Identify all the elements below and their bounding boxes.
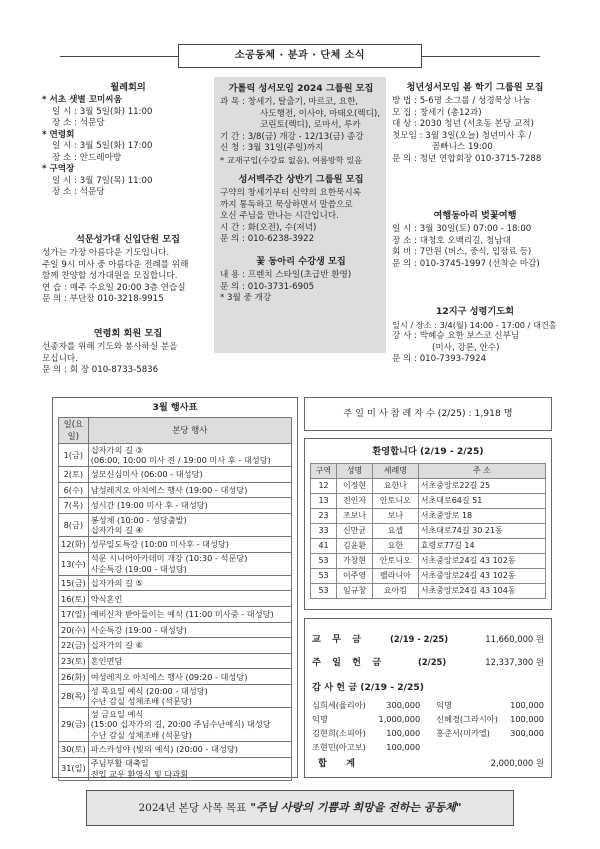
welcome-cell: 요셉 [373,524,419,539]
group-place: 장 소 : 안드레아방 [52,152,122,163]
group-name: * 서초 샛별 꼬미씨움 [42,95,122,106]
event-row [59,513,292,536]
welcome-cell: 서초대로74길 30 21동 [418,524,545,539]
thanks-cell: 300,000 [386,699,421,710]
welcome-cell: 효령로77길 14 [418,539,545,554]
welcome-cell: 임규창 [337,584,373,599]
welcome-cell: 53 [311,584,337,599]
welcome-cell: 가창현 [337,554,373,569]
event-row [59,653,292,669]
flower-club [214,246,386,305]
prayer-meeting [386,306,558,366]
event-desc [88,552,291,575]
event-desc [88,741,291,757]
welcome-cell: 서초대로64길 51 [418,494,545,509]
youth-line: 문 의 : 청년 연합회장 010-3715-7288 [392,153,542,164]
thanks-row [312,726,544,740]
event-date: 23(토) [59,653,89,669]
group-date: 일 시 : 3월 7일(목) 11:00 [52,175,153,186]
event-row [59,467,292,483]
events-col-event: 본당 행사 [88,418,291,444]
event-date: 31(일) [59,757,89,780]
finance-label: 교 무 금 [312,634,366,645]
footer-motto [86,790,514,826]
event-line: 전입 교우 환영식 및 다과회 [90,768,189,779]
event-row [59,669,292,685]
welcome-col-name: 성명 [337,464,373,479]
choir-line: 연 습 : 매주 수요일 20:00 3층 연습실 [42,282,186,293]
flower-line: 내 용 : 프렌치 스타일(초급반 환영) [220,270,352,281]
event-row [59,741,292,757]
welcome-cell: 서초중앙로24길 43 102동 [418,569,545,584]
event-date: 12(화) [59,536,89,552]
event-row [59,638,292,654]
welcome-cell: 신만균 [337,524,373,539]
event-date: 15(금) [59,575,89,591]
monthly-title: 월례회의 [110,82,146,93]
event-desc [88,757,291,780]
events-col-date: 일(요일) [59,418,89,444]
welcome-cell: 33 [311,524,337,539]
welcome-col-area: 구역 [311,464,337,479]
thanks-cell: 100,000 [386,727,421,738]
choir-line: 함께 찬양할 성가대원을 모집합니다. [42,271,178,282]
group-date: 일 시 : 3월 5일(화) 11:00 [52,106,153,117]
youth-line: 모 집 : 창세기 (총12과) [392,107,482,118]
event-row [59,575,292,591]
thanks-cell: 100,000 [510,713,544,724]
bible-line: * 교재구입(수강료 없음), 여름방학 있음 [220,154,363,165]
event-desc [88,467,291,483]
thanks-cell [506,740,544,754]
event-line: 성무일도특강 (10:00 미사후 - 대성당) [90,539,229,550]
ryun-line: 모십니다. [42,353,78,364]
event-line: 파스카성야 (빛의 예식) (20:00 - 대성당) [90,744,238,755]
welcome-row [311,584,546,599]
welcome-cell: 보나 [373,509,419,524]
prayer-line: 문 의 : 010-7393-7924 [392,354,487,365]
group-name: * 연령회 [42,129,75,140]
event-date: 1(금) [59,443,89,466]
welcome-row [311,479,546,494]
middle-column [214,77,386,353]
event-row [59,708,292,742]
prayer-line: (미사, 강론, 안수) [432,342,500,353]
event-line: (15:00 십자가의 길, 20:00 주님수난예식) 대성당 [90,719,271,730]
event-row [59,757,292,780]
welcome-row [311,539,546,554]
event-line: 사순특강 (19:00 - 대성당) [90,563,187,574]
group-place: 장 소 : 석문당 [52,118,105,129]
event-date: 26(화) [59,669,89,685]
event-desc [88,708,291,742]
welcome-cell: 13 [311,494,337,509]
welcome-box [304,438,552,610]
event-line: 수난 감실 성체조배 (석문당) [90,729,192,740]
event-date: 8(금) [59,513,89,536]
trip-line: 문 의 : 010-3745-1997 (선착순 마감) [392,258,540,269]
event-date: 20(수) [59,622,89,638]
trip-line: 회 비 : 7만원 (버스, 중식, 입장료 등) [392,247,532,258]
finance-period: (2/25) [418,657,447,667]
welcome-cell: 서초중앙로24길 43 104동 [418,584,545,599]
event-desc [88,669,291,685]
events-table [58,417,292,780]
welcome-col-address: 주 소 [418,464,545,479]
prayer-line: 일시 / 장소 : 3/4(월) 14:00 - 17:00 / 대건홀 [392,320,557,331]
youth-line: 대 상 : 2030 청년 (서초동 본당 교적) [392,119,534,130]
choir-recruit [42,234,214,306]
group-date: 일 시 : 3월 5일(화) 17:00 [52,141,153,152]
event-line: 십자가의 길 ③ [90,444,143,455]
thanks-cell: 조현민(아고보) [312,741,366,752]
event-line: (06:00, 10:00 미사 전 / 19:00 미사 후 - 대성당) [90,454,271,465]
event-line: 성 금요일 예식 [90,709,144,720]
ryun-line: 선종자를 위해 기도와 봉사하실 분을 [42,342,178,353]
trip-line: 일 시 : 3월 30일(토) 07:00 - 18:00 [392,224,532,235]
thanks-cell: 1,000,000 [378,713,421,724]
prayer-title: 12지구 성령기도회 [435,306,515,317]
event-line: 성모신심미사 (06:00 - 대성당) [90,469,203,480]
events-box [52,397,298,778]
welcome-cell: 서초중앙로22길 25 [418,479,545,494]
welcome-cell: 전인자 [337,494,373,509]
trip-title: 여행동아리 벚꽃여행 [433,210,517,221]
thanks-cell: 100,000 [510,699,544,710]
welcome-cell: 요한 [373,539,419,554]
event-line: 사순특강 (19:00 - 대성당) [90,624,187,635]
bible-line: 기 간 : 3/8(금) 개강 - 12/13(금) 종강 [220,131,364,142]
event-row [59,482,292,498]
welcome-row [311,509,546,524]
event-line: 봉성체 (10:00 - 성당출발) [90,514,187,525]
event-desc [88,606,291,622]
events-title: 3월 행사표 [152,402,198,413]
youth-title: 청년성서모임 봄 학기 그룹원 모집 [406,82,544,93]
event-line: 남성레지오 아치에스 행사 (19:00 - 대성당) [90,484,248,495]
event-desc [88,591,291,607]
flower-line: * 3월 중 개강 [220,293,272,304]
ryun-title: 연령회 회원 모집 [93,328,163,339]
thanks-title: 감 사 헌 금 (2/19 - 2/25) [312,682,424,693]
event-desc [88,482,291,498]
welcome-row [311,494,546,509]
welcome-table [310,463,546,599]
bible-line: 사도행전, 이사야, 마태오(렉디), [260,108,380,119]
event-desc [88,653,291,669]
event-line: 석문 시니어아카데미 개강 (10:30 - 석문당) [90,553,248,564]
welcome-cell: 41 [311,539,337,554]
lectio-line: 까지 통독하고 묵상하면서 말씀으로 [220,199,353,210]
lectio-study [214,166,386,246]
event-line: 성시간 (19:00 미사 후 - 대성당) [90,500,208,511]
welcome-col-baptism: 세례명 [373,464,419,479]
thanks-cell: 익명 [312,713,328,724]
welcome-cell: 12 [311,479,337,494]
event-line: 예비신자 받아들이는 예식 (11:00 미사중 - 대성당) [90,609,274,620]
footer-motto-text: "주님 사랑의 기쁨과 희망을 전하는 공동체" [250,800,462,814]
lectio-line: 문 의 : 010-6238-3922 [220,234,315,245]
event-date: 2(토) [59,467,89,483]
total-amount: 2,000,000 원 [490,758,544,768]
choir-line: 문 의 : 부단장 010-3218-9915 [42,294,164,305]
choir-title: 석문성가대 신입단원 모집 [75,234,181,245]
finance-period: (2/19 - 2/25) [390,634,449,644]
choir-line: 성가는 가장 아름다운 기도입니다. [42,248,170,259]
event-desc [88,536,291,552]
thanks-row [312,740,544,754]
event-line: 여성레지오 아치에스 행사 (09:20 - 대성당) [90,671,248,682]
welcome-row [311,524,546,539]
group-name: * 구역장 [42,164,75,175]
event-line: 십자가의 길 ④ [90,524,143,535]
event-date: 16(토) [59,591,89,607]
bible-study [214,77,386,166]
event-line: 십자가의 길 ⑤ [90,577,143,588]
welcome-cell: 53 [311,554,337,569]
welcome-cell: 요아킴 [373,584,419,599]
ryun-line: 문 의 : 회 장 010-8733-5836 [42,365,159,376]
lectio-title: 성서백주간 상반기 그룹원 모집 [238,173,364,185]
welcome-cell: 23 [311,509,337,524]
event-line: 약식혼인 [90,593,123,604]
finance-label: 주 일 헌 금 [312,657,386,668]
event-date: 22(금) [59,638,89,654]
finance-sunday [312,657,544,669]
thanks-row [312,698,544,712]
footer-prefix: 2024년 본당 사목 목표 [138,801,247,814]
event-row [59,622,292,638]
lectio-line: 오신 주님을 만나는 시간입니다. [220,211,339,222]
lectio-line: 시 간 : 화(오전), 수(저녁) [220,222,317,233]
finance-mass [312,634,544,646]
welcome-title: 환영합니다 (2/19 - 2/25) [372,446,484,457]
event-row [59,591,292,607]
event-desc [88,638,291,654]
thanks-table [312,698,544,754]
welcome-cell: 53 [311,569,337,584]
youth-bible [386,82,558,165]
thanks-cell: 김현희(소피아) [312,727,366,738]
event-date: 7(목) [59,498,89,514]
welcome-cell: 서초중앙로 18 [418,509,545,524]
trip-line: 장 소 : 대청호 오백리길, 청남대 [392,235,511,246]
event-row [59,443,292,466]
youth-line: 방 법 : 5-6명 소그룹 / 성경묵상 나눔 [392,96,531,107]
event-row [59,684,292,707]
choir-line: 주일 9시 미사 중 아름다운 전례를 위해 [42,259,189,270]
welcome-row [311,569,546,584]
section-title: 소공동체 · 분과 · 단체 소식 [178,44,422,68]
event-desc [88,622,291,638]
event-desc [88,443,291,466]
event-date: 13(수) [59,552,89,575]
event-desc [88,513,291,536]
welcome-cell: 안토니오 [373,494,419,509]
youth-line: 첫모임 : 3월 3일(오늘) 청년미사 후 / [392,130,532,141]
event-row [59,606,292,622]
event-date: 17(일) [59,606,89,622]
event-line: 십자가의 길 ⑥ [90,640,143,651]
welcome-cell: 조보나 [337,509,373,524]
event-row [59,552,292,575]
youth-line: 꼼빠니스 19:00 [432,142,493,153]
welcome-cell: 펠라니아 [373,569,419,584]
event-date: 29(금) [59,708,89,742]
bible-line: 코린토(렉디), 로마서, 루카 [260,120,361,131]
thanks-cell: 익명 [436,699,452,710]
welcome-row [311,554,546,569]
thanks-cell: 300,000 [510,727,544,738]
bible-line: 과 목 : 창세기, 탈출기, 마르코, 요한, [220,97,359,108]
welcome-cell: 이정현 [337,479,373,494]
attendance-text: 주 일 미 사 참 례 자 수 (2/25) : 1,918 명 [343,407,513,419]
finance-total [312,758,544,770]
thanks-cell: 100,000 [386,741,421,752]
group-place: 장 소 : 석문당 [52,187,105,198]
event-line: 혼인면담 [90,655,123,666]
attendance-box [304,397,552,431]
flower-line: 문 의 : 010-3731-6905 [220,281,315,292]
total-label: 합 계 [318,758,363,769]
bible-title: 가톨릭 성서모임 2024 그룹원 모집 [228,83,374,94]
thanks-row [312,712,544,726]
travel-club [386,210,558,270]
lectio-line: 구약의 창세기부터 신약의 요한묵시록 [220,188,362,199]
event-line: 주님부활 대축일 [90,758,149,769]
welcome-cell: 안토니오 [373,554,419,569]
ryun-recruit [42,328,214,377]
thanks-cell: 심희세(율리아) [312,699,366,710]
event-date: 28(목) [59,684,89,707]
thanks-cell [430,740,506,754]
welcome-cell: 서초중앙로24길 43 102동 [418,554,545,569]
welcome-cell: 요한나 [373,479,419,494]
welcome-cell: 김윤환 [337,539,373,554]
monthly-meeting [42,82,214,199]
event-date: 6(수) [59,482,89,498]
event-desc [88,684,291,707]
thanks-cell: 홍준서(미카엘) [436,727,490,738]
event-row [59,536,292,552]
event-row [59,498,292,514]
event-desc [88,575,291,591]
welcome-cell: 이주영 [337,569,373,584]
event-desc [88,498,291,514]
prayer-line: 강 사 : 박혜승 요한 보스코 신부님 [392,331,520,342]
finance-amount: 12,337,300 원 [485,657,544,667]
thanks-cell: 신혜경(그라시아) [436,713,498,724]
event-line: 수난 감실 성체조배 (석문당) [90,696,192,707]
event-line: 성 목요일 예식 (20:00 - 대성당) [90,685,208,696]
bible-line: 신 청 : 3월 31일(주일)까지 [220,143,324,154]
event-date: 30(토) [59,741,89,757]
flower-title: 꽃 동아리 수강생 모집 [256,255,346,267]
finance-amount: 11,660,000 원 [485,634,544,644]
